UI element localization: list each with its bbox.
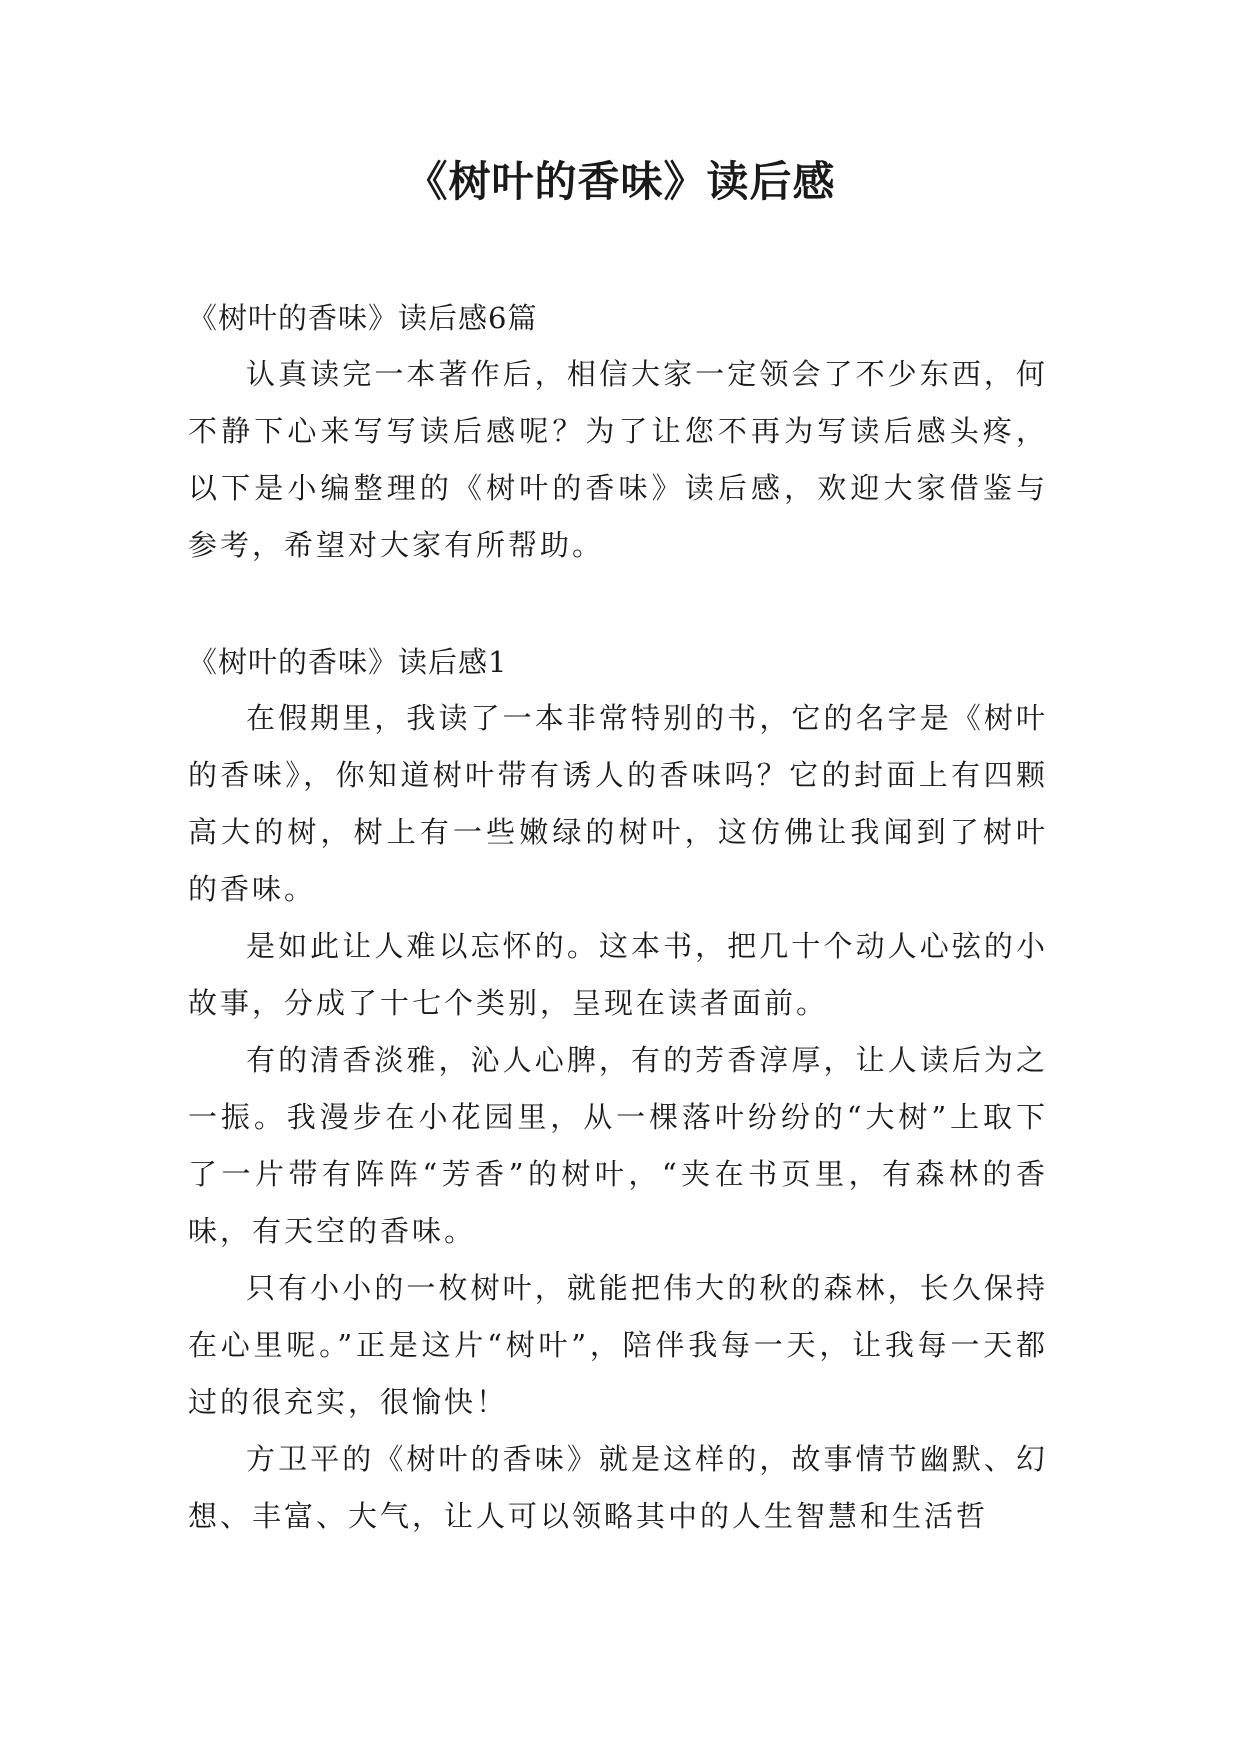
body-paragraph: 方卫平的《树叶的香味》就是这样的，故事情节幽默、幻想、丰富、大气，让人可以领略其中的人生智慧和生活哲: [188, 1442, 1048, 1533]
section-spacer: [188, 574, 1048, 634]
body-paragraph: 有的清香淡雅，沁人心脾，有的芳香淳厚，让人读后为之一振。我漫步在小花园里，从一棵落叶纷纷的“大树”上取下了一片带有阵阵“芳香”的树叶，“夹在书页里，有森林的香味，有天空的香味。: [188, 1043, 1048, 1248]
intro-heading: 《树叶的香味》读后感6篇: [188, 301, 538, 335]
section-heading: 《树叶的香味》读后感1: [188, 645, 508, 679]
body-paragraph: 在假期里，我读了一本非常特别的书，它的名字是《树叶的香味》，你知道树叶带有诱人的香味吗？它的封面上有四颗高大的树，树上有一些嫩绿的树叶，这仿佛让我闻到了树叶的香味。: [188, 701, 1048, 906]
document-body: [188, 290, 1048, 1545]
body-paragraph: 只有小小的一枚树叶，就能把伟大的秋的森林，长久保持在心里呢。”正是这片“树叶”，陪伴我每一天，让我每一天都过的很充实，很愉快！: [188, 1271, 1048, 1419]
intro-paragraph: 认真读完一本著作后，相信大家一定领会了不少东西，何不静下心来写写读后感呢？为了让您不再为写读后感头疼，以下是小编整理的《树叶的香味》读后感，欢迎大家借鉴与参考，希望对大家有所帮助。: [188, 357, 1048, 562]
document-title: 《树叶的香味》读后感: [405, 157, 836, 206]
body-paragraph: 是如此让人难以忘怀的。这本书，把几十个动人心弦的小故事，分成了十七个类别，呈现在读者面前。: [188, 929, 1048, 1020]
